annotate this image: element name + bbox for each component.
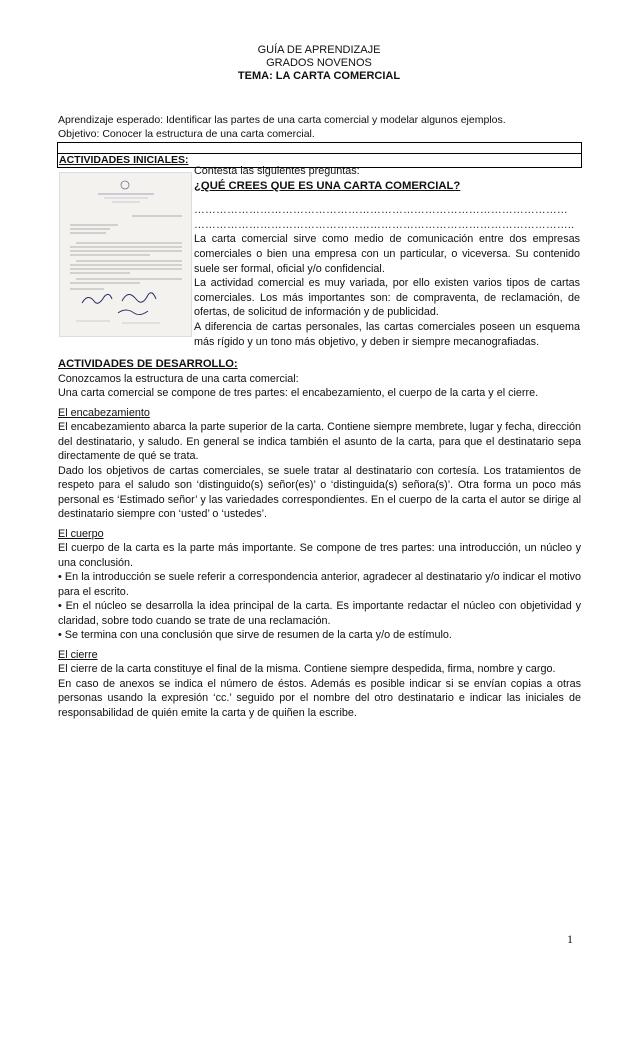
heading-encabezamiento: El encabezamiento	[58, 406, 150, 419]
heading-cuerpo: El cuerpo	[58, 527, 104, 540]
header-topic: TEMA: LA CARTA COMERCIAL	[237, 70, 401, 82]
header-line-2: GRADOS NOVENOS	[266, 57, 372, 69]
learning-goal: Aprendizaje esperado: Identificar las partes de una carta comercial y modelar algunos ejemplos.	[58, 114, 506, 126]
cierre-paragraph-1: El cierre de la carta constituye el final de la misma. Contiene siempre despedida, firma, nombre y cargo.	[58, 663, 556, 675]
letter-illustration	[60, 173, 191, 336]
cuerpo-bullet-2: • En el núcleo se desarrolla la idea principal de la carta. Es importante redactar el núcleo con objetividad y claridad, sobre todo cuando se trate de una reclamación.	[58, 600, 581, 627]
development-title: ACTIVIDADES DE DESARROLLO:	[58, 358, 238, 370]
letter-image	[59, 172, 192, 337]
initial-activities-content	[194, 164, 580, 349]
development-section	[58, 357, 581, 720]
structure-parts: Una carta comercial se compone de tres partes: el encabezamiento, el cuerpo de la carta y el cierre.	[58, 387, 539, 399]
difference-paragraph: A diferencia de cartas personales, las cartas comerciales poseen un esquema más rígido y un tono más objetivo, y deben ir siempre mecanografiadas.	[194, 320, 580, 348]
types-paragraph: La actividad comercial es muy variada, por ello existen varios tipos de cartas comerciales. Los más importantes son: de compraventa, de reclamación, de ofertas, de solicitud de información y de publicidad.	[194, 277, 580, 319]
cuerpo-bullet-1: • En la introducción se suele referir a correspondencia anterior, agradecer al destinatario y/o indicar el motivo para el escrito.	[58, 571, 581, 598]
answer-line-2: …………………………………………………………………………………………..	[194, 218, 575, 231]
encabezamiento-paragraph-2: Dado los objetivos de cartas comerciales, se suele tratar al destinatario con cortesía. Los tratamientos de respeto para el saludo son ‘distinguido(s) señor(es)’ o ‘distinguida(s) señora(s)’. Otra forma un poco más personal es ‘Estimado señor’ y las variedades correspondientes. En el cuerpo de la carta el autor se dirige al destinatario siempre con ‘usted’ o ‘ustedes’.	[58, 464, 581, 520]
encabezamiento-paragraph-1: El encabezamiento abarca la parte superior de la carta. Contiene siempre membrete, lugar y fecha, dirección del destinatario, y saludo. En general se indica también el asunto de la carta, para que el destinatario sepa directamente de qué se trata.	[58, 421, 581, 462]
heading-cierre: El cierre	[58, 648, 98, 661]
initial-activities-title: ACTIVIDADES INICIALES:	[59, 154, 189, 166]
cuerpo-bullet-3: • Se termina con una conclusión que sirve de resumen de la carta y/o de estímulo.	[58, 629, 452, 641]
page-number: 1	[567, 932, 573, 946]
answer-line-1: …………………………………………………………………………………………	[194, 204, 568, 217]
header-line-1: GUÍA DE APRENDIZAJE	[257, 44, 381, 56]
structure-intro: Conozcamos la estructura de una carta comercial:	[58, 372, 299, 385]
objective: Objetivo: Conocer la estructura de una carta comercial.	[58, 128, 315, 140]
questions-prompt: Contesta las siguientes preguntas:	[194, 165, 360, 177]
table-row-empty	[58, 143, 581, 154]
cierre-paragraph-2: En caso de anexos se indica el número de éstos. Además es posible indicar si se envían copias a otras personas usando la expresión ‘cc.’ seguido por el nombre del otro destinatario e indicar las iniciales de responsabilidad de quién emite la carta y de quiñen la escribe.	[58, 677, 581, 719]
question-heading: ¿QUÉ CREES QUE ES UNA CARTA COMERCIAL?	[194, 179, 461, 192]
cuerpo-paragraph: El cuerpo de la carta es la parte más importante. Se compone de tres partes: una introducción, un núcleo y una conclusión.	[58, 542, 581, 569]
definition-paragraph: La carta comercial sirve como medio de comunicación entre dos empresas comerciales o bien una empresa con un particular, o viceversa. Su contenido suele ser formal, oficial y/o confidencial.	[194, 233, 580, 275]
document-header	[0, 44, 638, 83]
intro-block	[58, 113, 580, 141]
